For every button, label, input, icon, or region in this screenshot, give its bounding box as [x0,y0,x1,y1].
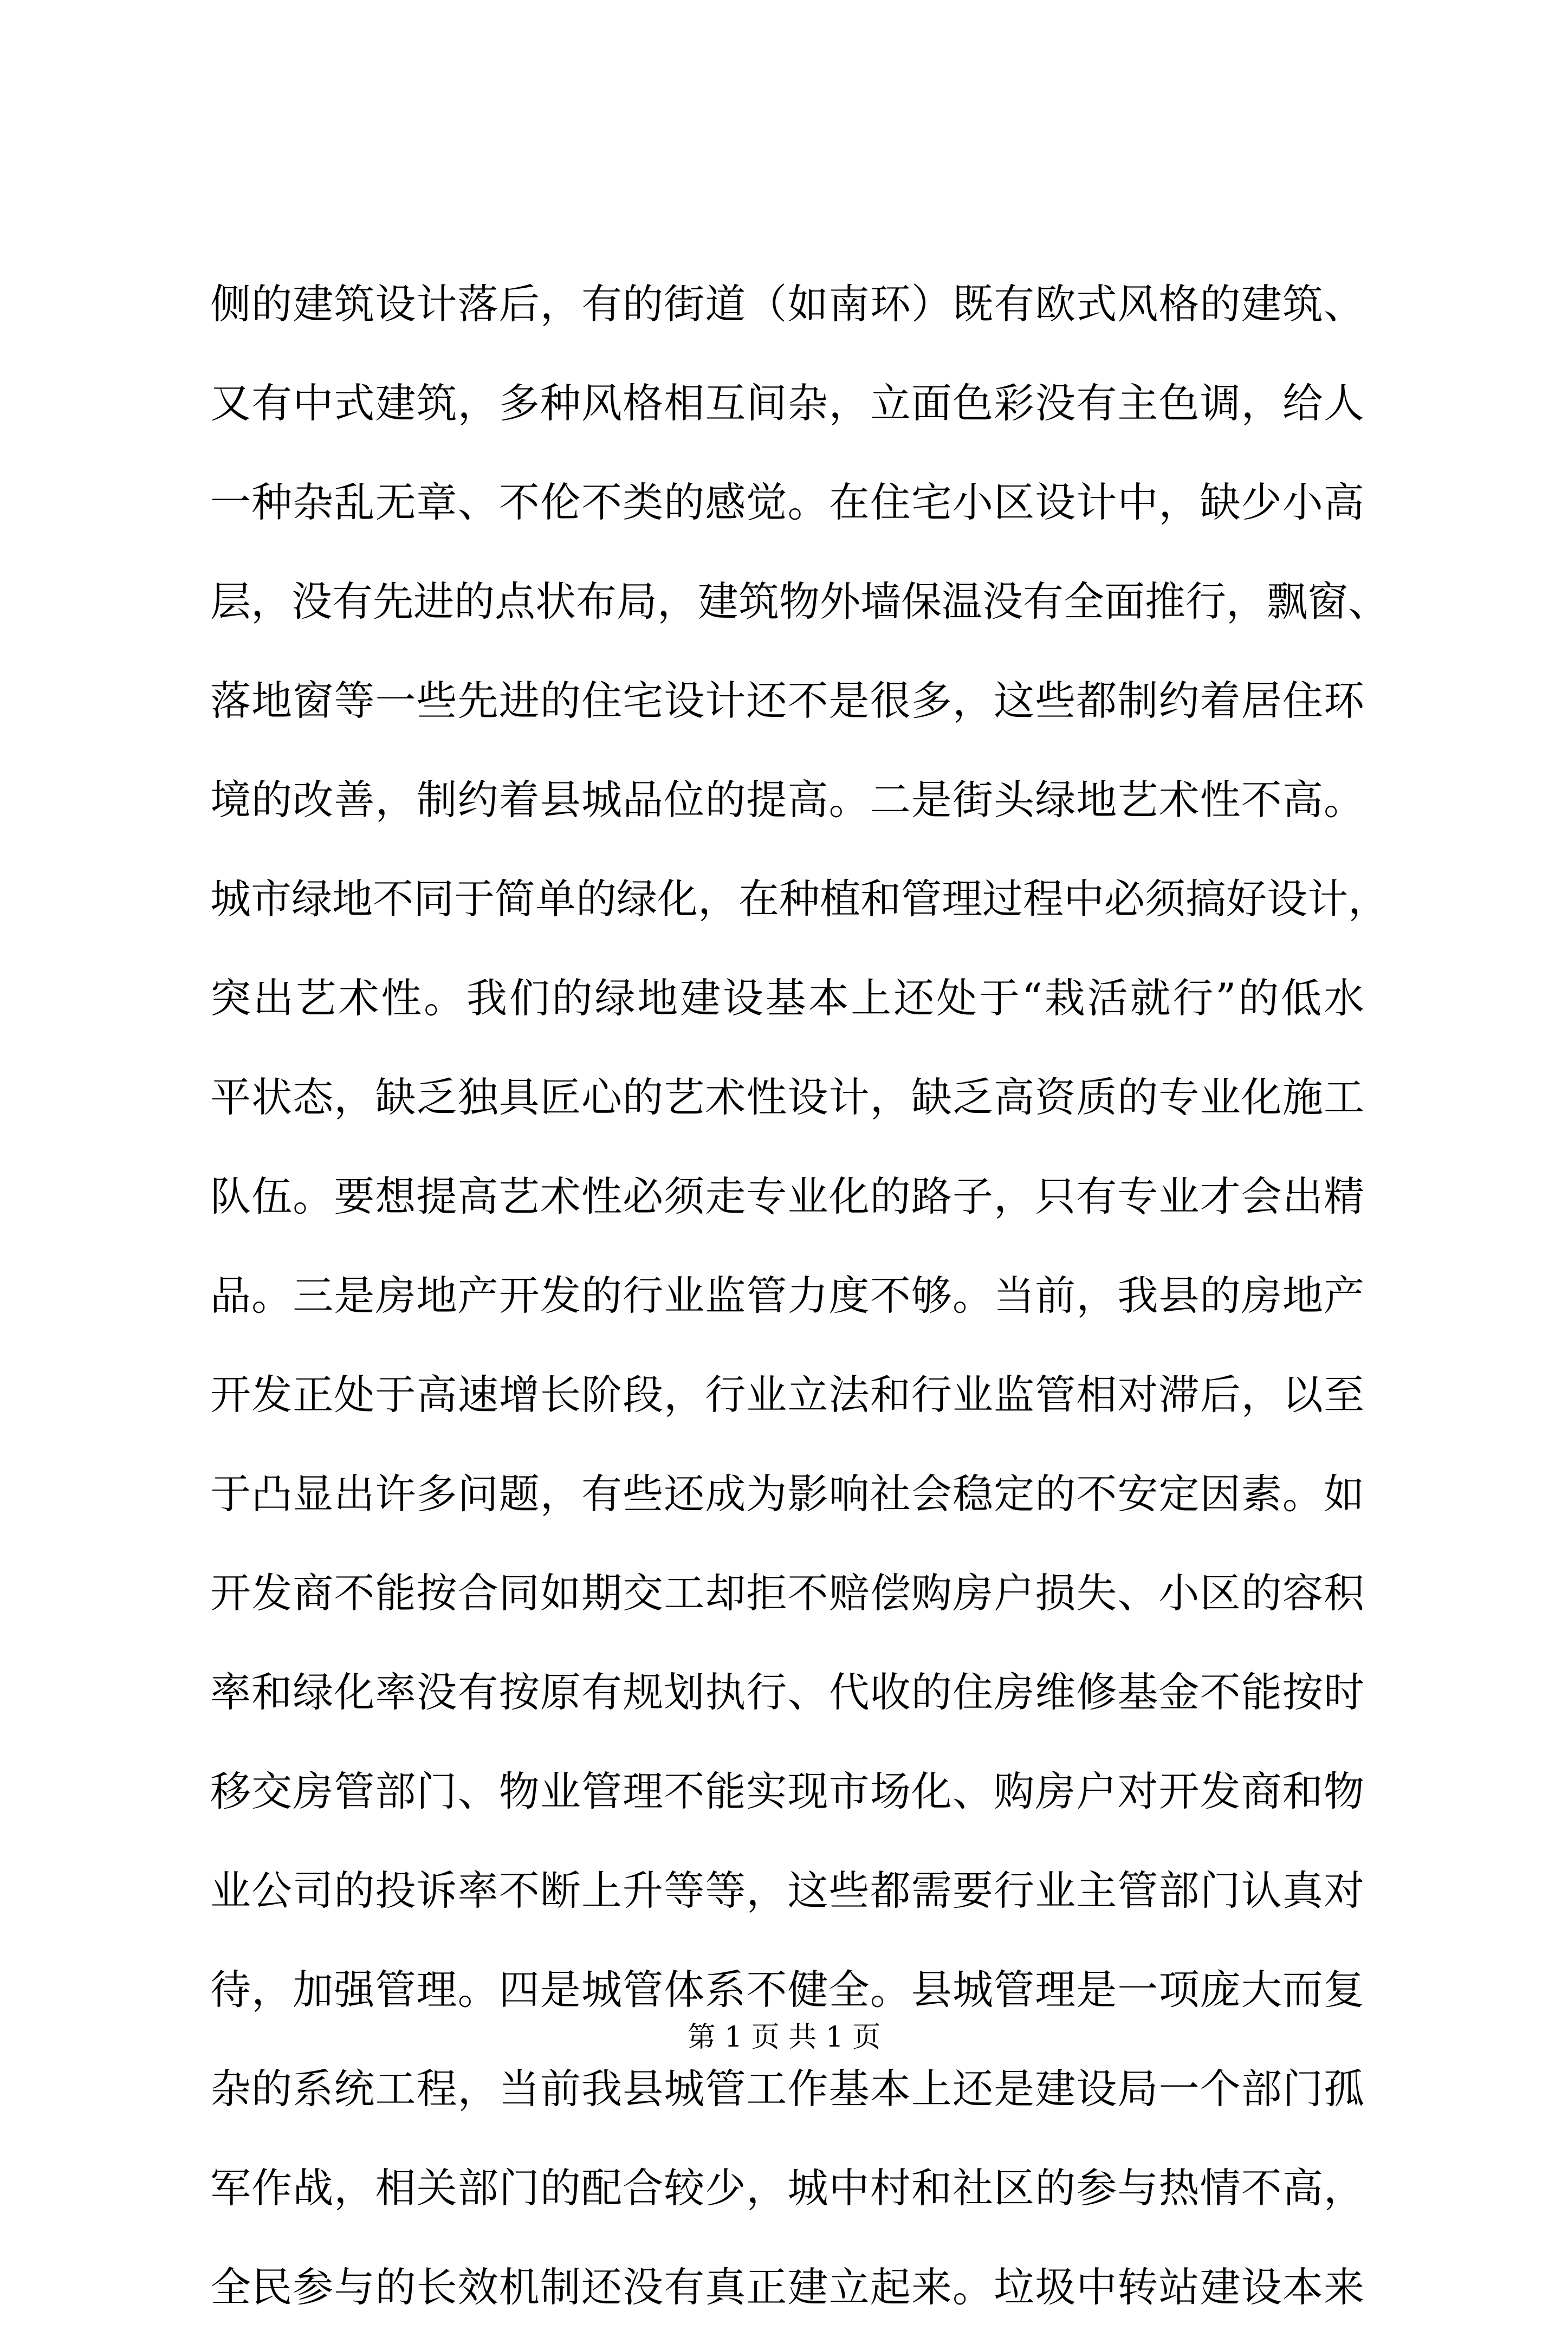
text-line: 军作战，相关部门的配合较少，城中村和社区的参与热情不高， [210,2164,1364,2212]
page-footer: 第 1 页 共 1 页 [687,2021,881,2054]
text-line: 于凸显出许多问题，有些还成为影响社会稳定的不安定因素。如 [210,1470,1364,1518]
text-line: 开发正处于高速增长阶段，行业立法和行业监管相对滞后，以至 [210,1371,1364,1419]
text-line: 境的改善，制约着县城品位的提高。二是街头绿地艺术性不高。 [210,776,1364,824]
text-line: 城市绿地不同于简单的绿化，在种植和管理过程中必须搞好设计， [210,875,1389,923]
text-line: 又有中式建筑，多种风格相互间杂，立面色彩没有主色调，给人 [210,379,1364,427]
text-line: 业公司的投诉率不断上升等等，这些都需要行业主管部门认真对 [210,1867,1364,1914]
text-line: 落地窗等一些先进的住宅设计还不是很多，这些都制约着居住环 [210,677,1364,724]
text-line: 队伍。要想提高艺术性必须走专业化的路子，只有专业才会出精 [210,1173,1364,1220]
text-line: 侧的建筑设计落后，有的街道（如南环）既有欧式风格的建筑、 [210,280,1364,328]
text-line: 开发商不能按合同如期交工却拒不赔偿购房户损失、小区的容积 [210,1569,1364,1617]
text-line: 突出艺术性。我们的绿地建设基本上还处于“栽活就行”的低水 [210,974,1364,1022]
text-line: 率和绿化率没有按原有规划执行、代收的住房维修基金不能按时 [210,1668,1364,1716]
text-line: 品。三是房地产开发的行业监管力度不够。当前，我县的房地产 [210,1272,1364,1319]
text-line: 一种杂乱无章、不伦不类的感觉。在住宅小区设计中，缺少小高 [210,478,1364,526]
text-line: 全民参与的长效机制还没有真正建立起来。垃圾中转站建设本来 [210,2263,1364,2311]
text-line: 杂的系统工程，当前我县城管工作基本上还是建设局一个部门孤 [210,2065,1364,2113]
text-line: 待，加强管理。四是城管体系不健全。县城管理是一项庞大而复 [210,1966,1364,2014]
text-line: 平状态，缺乏独具匠心的艺术性设计，缺乏高资质的专业化施工 [210,1073,1364,1121]
text-line: 层，没有先进的点状布局，建筑物外墙保温没有全面推行，飘窗、 [210,578,1389,625]
text-line: 移交房管部门、物业管理不能实现市场化、购房户对开发商和物 [210,1768,1364,1815]
